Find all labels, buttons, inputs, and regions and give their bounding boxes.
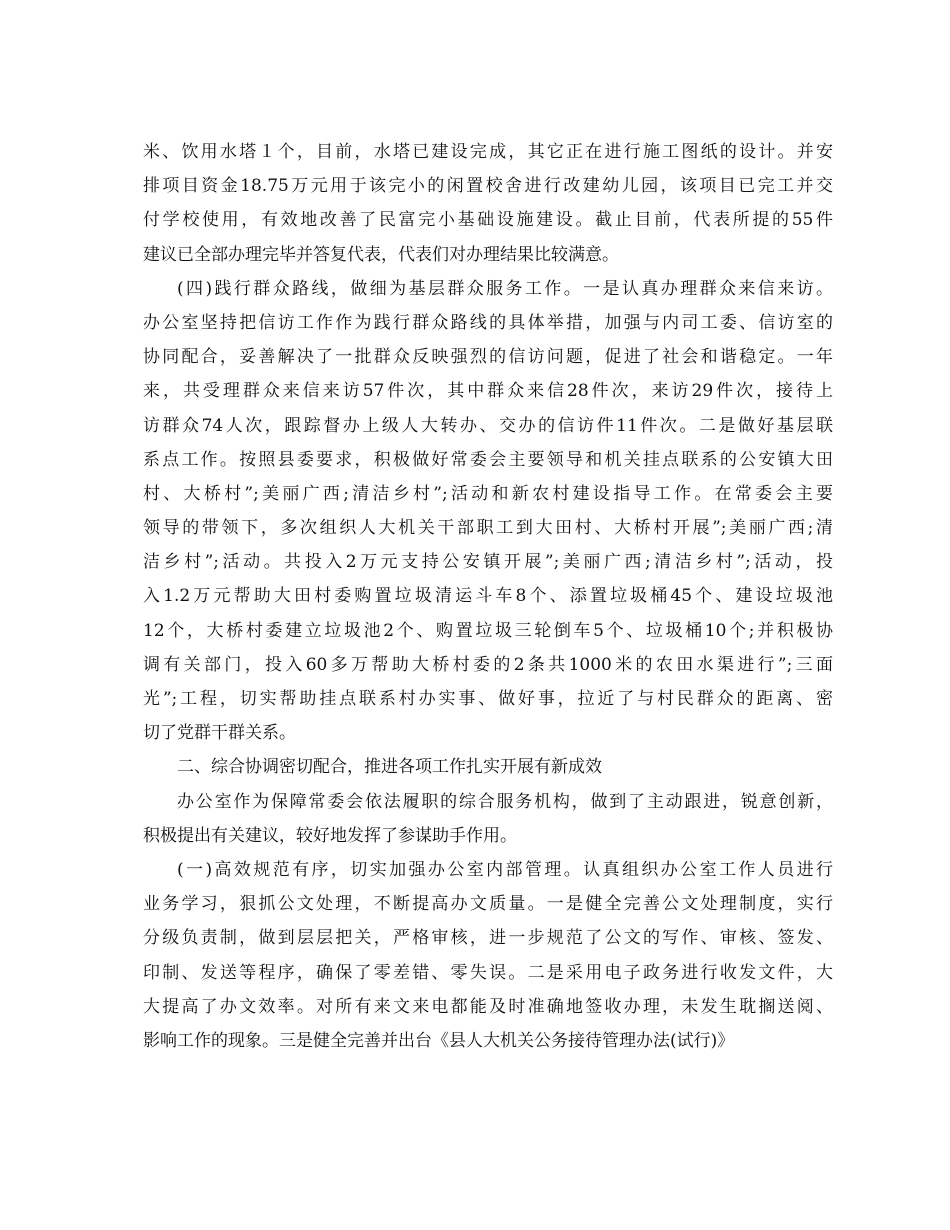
text-line: 调有关部门，投入60多万帮助大桥村委的2条共1000米的农田水渠进行”;三面 bbox=[143, 654, 833, 675]
text-line: 12个，大桥村委建立垃圾池2个、购置垃圾三轮倒车5个、垃圾桶10个;并积极协 bbox=[143, 620, 833, 641]
text-line: 建议已全部办理完毕并答复代表，代表们对办理结果比较满意。 bbox=[143, 244, 619, 265]
text-line: 影响工作的现象。三是健全完善并出台《县人大机关公务接待管理办法(试行)》 bbox=[143, 1030, 735, 1051]
text-line: 排项目资金18.75万元用于该完小的闲置校舍进行改建幼儿园，该项目已完工并交 bbox=[143, 176, 833, 197]
text-line: 洁乡村”;活动。共投入2万元支持公安镇开展”;美丽广西;清洁乡村”;活动，投 bbox=[143, 552, 833, 573]
text-line: 大提高了办文效率。对所有来文来电都能及时准确地签收办理，未发生耽搁送阅、 bbox=[143, 996, 833, 1017]
text-line: 领导的带领下，多次组织人大机关干部职工到大田村、大桥村开展”;美丽广西;清 bbox=[143, 518, 833, 539]
text-line: 村、大桥村”;美丽广西;清洁乡村”;活动和新农村建设指导工作。在常委会主要 bbox=[143, 483, 833, 504]
text-line: 入1.2万元帮助大田村委购置垃圾清运斗车8个、添置垃圾桶45个、建设垃圾池 bbox=[143, 586, 833, 607]
text-line: 访群众74人次，跟踪督办上级人大转办、交办的信访件11件次。二是做好基层联 bbox=[143, 415, 833, 436]
document-body bbox=[143, 135, 833, 1058]
paragraph-start-line: (一)高效规范有序，切实加强办公室内部管理。认真组织办公室工作人员进行 bbox=[177, 859, 833, 880]
text-line: 来，共受理群众来信来访57件次，其中群众来信28件次，来访29件次，接待上 bbox=[143, 381, 833, 402]
text-line: 付学校使用，有效地改善了民富完小基础设施建设。截止目前，代表所提的55件 bbox=[143, 210, 833, 231]
text-line: 积极提出有关建议，较好地发挥了参谋助手作用。 bbox=[143, 825, 517, 846]
text-line: 办公室坚持把信访工作作为践行群众路线的具体举措，加强与内司工委、信访室的 bbox=[143, 312, 833, 333]
paragraph-start-line: (四)践行群众路线，做细为基层群众服务工作。一是认真办理群众来信来访。 bbox=[177, 278, 833, 299]
section-heading: 二、综合协调密切配合，推进各项工作扎实开展有新成效 bbox=[177, 757, 602, 778]
text-line: 分级负责制，做到层层把关，严格审核，进一步规范了公文的写作、审核、签发、 bbox=[143, 928, 833, 949]
text-line: 业务学习，狠抓公文处理，不断提高办文质量。一是健全完善公文处理制度，实行 bbox=[143, 894, 833, 915]
text-line: 系点工作。按照县委要求，积极做好常委会主要领导和机关挂点联系的公安镇大田 bbox=[143, 449, 833, 470]
paragraph-start-line: 办公室作为保障常委会依法履职的综合服务机构，做到了主动跟进，锐意创新， bbox=[177, 791, 833, 812]
text-line: 米、饮用水塔１个，目前，水塔已建设完成，其它正在进行施工图纸的设计。并安 bbox=[143, 142, 833, 162]
text-line: 印制、发送等程序，确保了零差错、零失误。二是采用电子政务进行收发文件，大 bbox=[143, 962, 833, 983]
text-line: 光”;工程，切实帮助挂点联系村办实事、做好事，拉近了与村民群众的距离、密 bbox=[143, 689, 833, 709]
text-line: 切了党群干群关系。 bbox=[143, 723, 296, 744]
text-line: 协同配合，妥善解决了一批群众反映强烈的信访问题，促进了社会和谐稳定。一年 bbox=[143, 347, 833, 368]
